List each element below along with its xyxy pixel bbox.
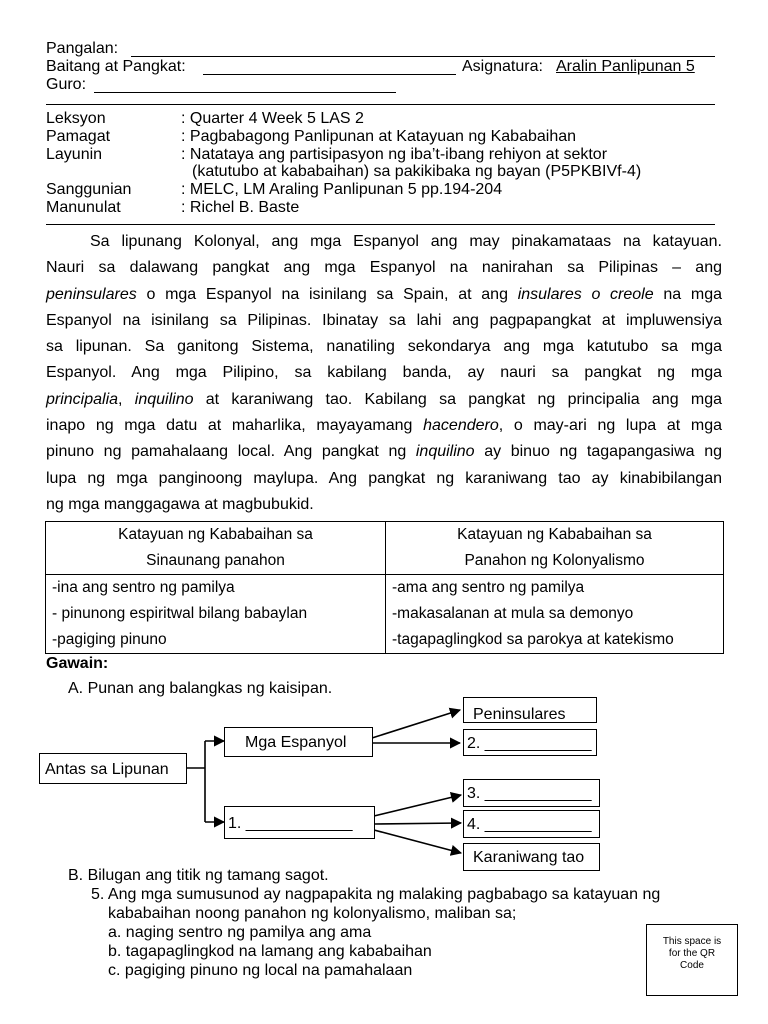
subject-label: Asignatura: [462,58,543,75]
paragraph-line: Espanyol. Ang mga Pilipino, sa kabilang banda, ay nauri sa pangkat ng mga [46,364,722,382]
meta-label-manunulat: Manunulat [46,199,121,216]
node-blank-4[interactable]: 4. ____________ [463,810,600,838]
paragraph-line: ng mga manggagawa at magbubukid. [46,495,314,513]
term-insulares: insulares o creole [517,285,654,303]
paragraph-line: Espanyol na isinilang sa Pilipinas. Ibinatay sa lahi ang pagpapangkat at impluwensiya [46,311,722,329]
paragraph-line: inapo ng mga datu at maharlika, mayayamang hacendero, o may-ari ng lupa at mga [46,417,722,435]
node-blank-2[interactable]: 2. ____________ [463,729,597,756]
meta-value-layunin: : Natataya ang partisipasyon ng iba’t-ibang rehiyon at sektor [181,146,608,163]
part-a-instruction: A. Punan ang balangkas ng kaisipan. [68,680,333,697]
question-5-cont: kababaihan noong panahon ng kolonyalismo, maliban sa; [108,905,517,922]
meta-value-manunulat: : Richel B. Baste [181,199,300,216]
term-inquilino-2: inquilino [415,443,475,461]
name-label: Pangalan: [46,40,119,57]
meta-label-layunin: Layunin [46,146,103,163]
part-b-instruction: B. Bilugan ang titik ng tamang sagot. [68,867,329,884]
grade-label: Baitang at Pangkat: [46,58,186,75]
meta-label-pamagat: Pamagat [46,128,111,145]
node-blank-3[interactable]: 3. ____________ [463,779,600,807]
meta-value-pamagat: : Pagbabagong Panlipunan at Katayuan ng Kababaihan [181,128,577,145]
term-hacendero: hacendero [423,417,499,435]
choice-a[interactable]: a. naging sentro ng pamilya ang ama [108,924,372,941]
node-mga-espanyol: Mga Espanyol [224,727,373,757]
meta-label-leksyon: Leksyon [46,110,106,127]
paragraph-line: Nauri sa dalawang pangkat ang mga Espanyol na nanirahan sa Pilipinas – ang [46,259,722,277]
paragraph-line: Sa lipunang Kolonyal, ang mga Espanyol ang may pinakamataas na katayuan. [90,233,722,250]
qr-code-placeholder: This space is for the QR Code [646,924,738,996]
term-principalia: principalia [46,390,119,408]
paragraph-line: principalia, inquilino at karaniwang tao. Kabilang sa pangkat ng principalia ang mga [46,390,723,408]
term-peninsulares: peninsulares [46,285,137,303]
table-cell: -ina ang sentro ng pamilya - pinunong espiritwal bilang babaylan -pagiging pinuno [46,575,386,654]
node-blank-1[interactable]: 1. ____________ [224,806,375,839]
term-inquilino: inquilino [134,390,194,408]
choice-b[interactable]: b. tagapaglingkod na lamang ang kababaihan [108,943,432,960]
teacher-label: Guro: [46,76,87,93]
question-5: 5. Ang mga sumusunod ay nagpapakita ng malaking pagbabago sa katayuan ng [91,886,661,903]
node-peninsulares: Peninsulares [463,697,597,723]
table-header-cell: Katayuan ng Kababaihan sa Panahon ng Kolonyalismo [386,522,724,575]
subject-value: Aralin Panlipunan 5 [556,58,695,75]
node-karaniwang-tao: Karaniwang tao [463,843,600,871]
meta-label-sanggunian: Sanggunian [46,181,132,198]
meta-value-leksyon: : Quarter 4 Week 5 LAS 2 [181,110,364,127]
choice-c[interactable]: c. pagiging pinuno ng local na pamahalaan [108,962,413,979]
activity-title: Gawain: [46,655,109,672]
paragraph-line: lupa ng mga panginoong maylupa. Ang pangkat ng karaniwang tao ay kinabibilangan [46,469,722,487]
table-header-cell: Katayuan ng Kababaihan sa Sinaunang panahon [46,522,386,575]
meta-value-layunin-2: (katutubo at kababaihan) sa pakikibaka ng bayan (P5PKBIVf-4) [192,163,642,180]
table-cell: -ama ang sentro ng pamilya -makasalanan at mula sa demonyo -tagapaglingkod sa parokya at katekismo [386,575,724,654]
root-node-antas: Antas sa Lipunan [39,753,187,784]
paragraph-line: peninsulares o mga Espanyol na isinilang sa Spain, at ang insulares o creole na mga [46,285,722,303]
paragraph-line: pinuno ng pamahalaang local. Ang pangkat ng inquilino ay binuo ng tagapangasiwa ng [46,443,722,461]
paragraph-line: sa lipunan. Sa ganitong Sistema, nanatiling sekondarya ang mga katutubo sa mga [46,338,722,356]
meta-value-sanggunian: : MELC, LM Araling Panlipunan 5 pp.194-204 [181,181,503,198]
